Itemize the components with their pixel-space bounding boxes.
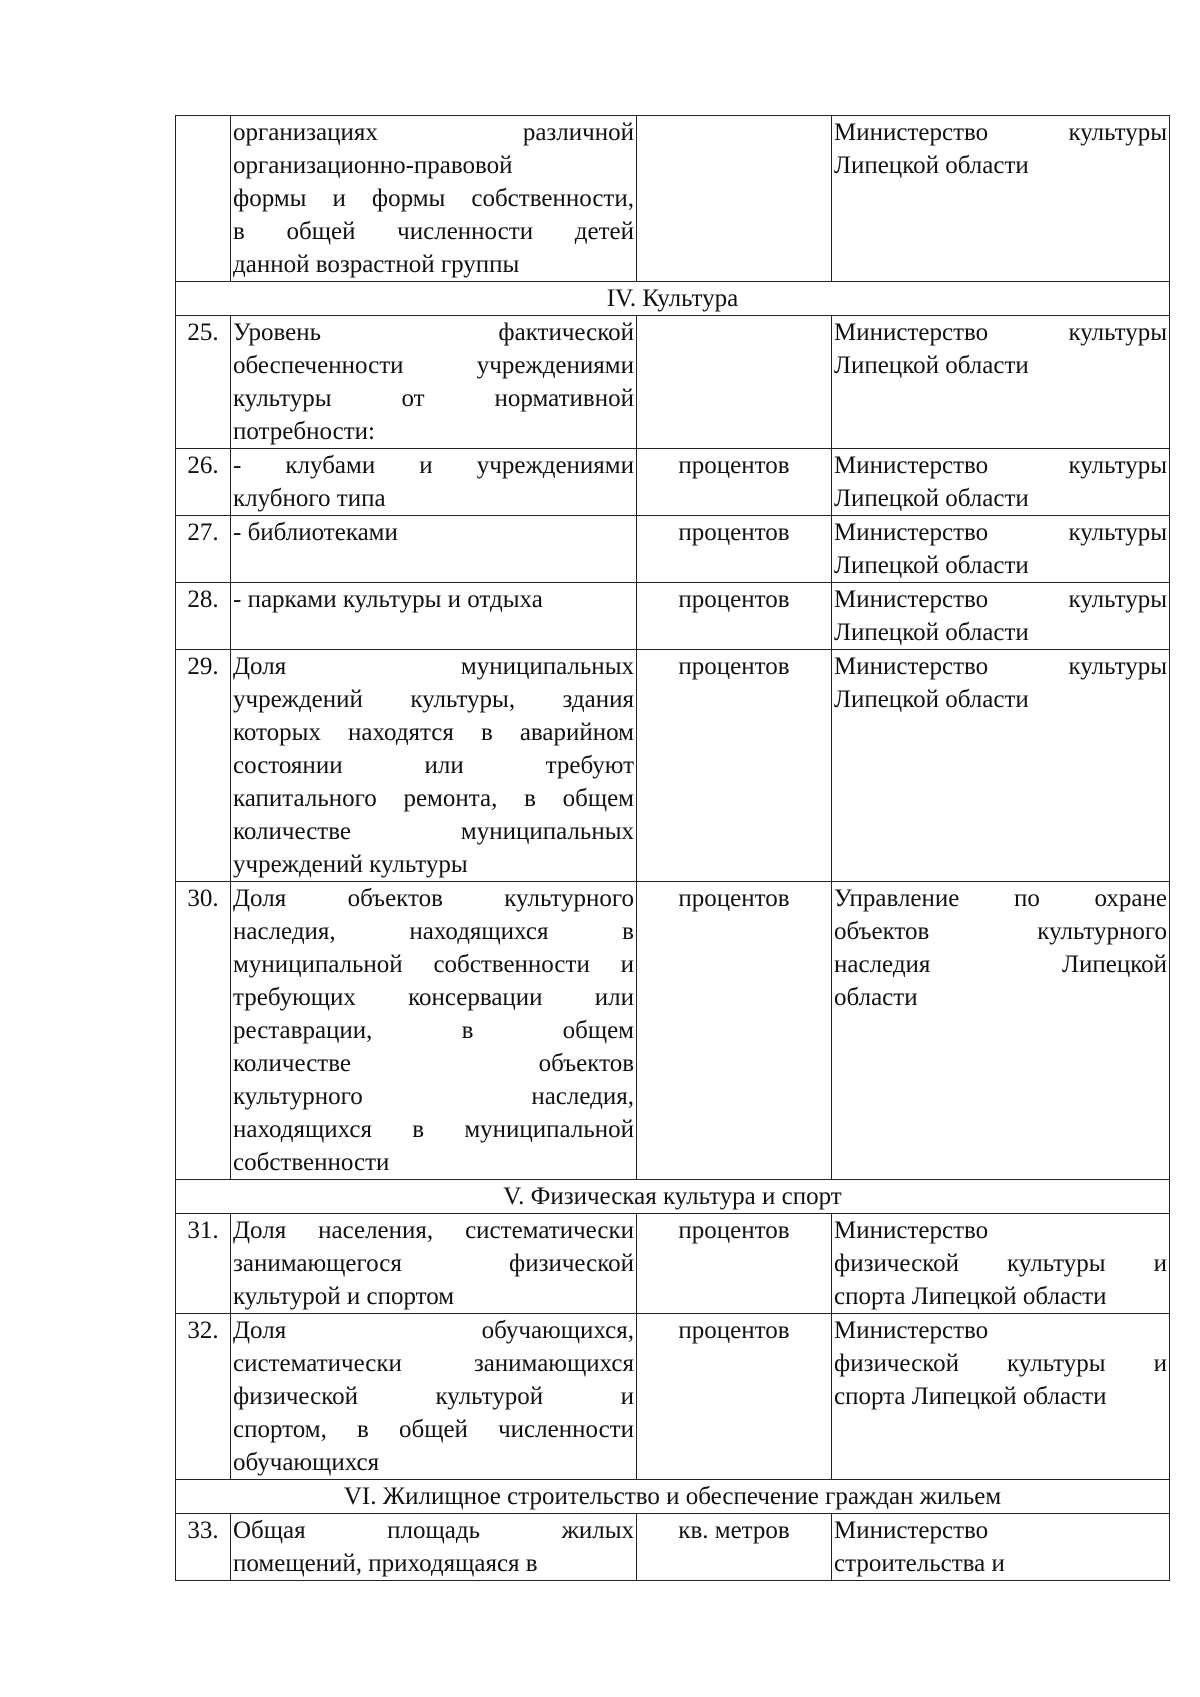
indicator-name-line: Доля муниципальных [233,653,634,680]
responsible-body [832,583,1170,650]
row-number: 27. [176,516,231,583]
table-row [176,583,1170,650]
responsible-body-line: Липецкой области [834,619,1029,646]
indicator-name-line: количестве муниципальных [233,818,634,845]
row-number: 26. [176,449,231,516]
indicator-name-line: помещений, приходящаяся в [233,1550,538,1577]
indicator-name [231,1514,637,1581]
indicator-name-line: реставрации, в общем [233,1017,634,1044]
indicator-name-line: обучающихся [233,1449,380,1476]
indicator-name [231,449,637,516]
indicator-name-line: Уровень фактической [233,319,634,346]
indicator-name [231,650,637,882]
unit-of-measure: процентов [637,583,832,650]
section-title: VI. Жилищное строительство и обеспечение граждан жильем [176,1480,1170,1514]
responsible-body [832,1514,1170,1581]
indicator-name-line: наследия, находящихся в [233,918,634,945]
responsible-body-line: Министерство культуры [834,519,1167,546]
indicator-name-line: Доля населения, систематически [233,1217,634,1244]
indicator-name-line: количестве объектов [233,1050,634,1077]
responsible-body-line: области [834,984,918,1011]
indicator-name-line: муниципальной собственности и [233,951,634,978]
responsible-body-line: Липецкой области [834,485,1029,512]
responsible-body [832,1314,1170,1480]
indicator-name-line: - библиотеками [233,519,398,546]
unit-of-measure: процентов [637,1314,832,1480]
indicators-table-body [176,116,1170,1581]
indicator-name-line: Общая площадь жилых [233,1517,634,1544]
responsible-body-line: спорта Липецкой области [834,1283,1107,1310]
table-row [176,650,1170,882]
indicator-name-line: занимающегося физической [233,1250,634,1277]
indicator-name [231,1214,637,1314]
indicator-name-line: культурой и спортом [233,1283,455,1310]
indicator-name [231,1314,637,1480]
indicator-name-line: формы и формы собственности, [233,185,634,212]
section-title: V. Физическая культура и спорт [176,1180,1170,1214]
row-number: 31. [176,1214,231,1314]
responsible-body [832,116,1170,282]
indicator-name-line: в общей численности детей [233,218,634,245]
table-row [176,116,1170,282]
responsible-body-line: Министерство культуры [834,586,1167,613]
indicator-name-line: состоянии или требуют [233,752,634,779]
indicator-name-line: учреждений культуры [233,851,468,878]
unit-of-measure [637,116,832,282]
responsible-body [832,516,1170,583]
row-number: 29. [176,650,231,882]
indicator-name-line: систематически занимающихся [233,1350,634,1377]
indicator-name-line: обеспеченности учреждениями [233,352,634,379]
section-title: IV. Культура [176,282,1170,316]
unit-of-measure: кв. метров [637,1514,832,1581]
responsible-body-line: Министерство [834,1317,989,1344]
row-number: 28. [176,583,231,650]
unit-of-measure: процентов [637,1214,832,1314]
indicator-name-line: Доля обучающихся, [233,1317,634,1344]
responsible-body-line: физической культуры и [834,1350,1167,1377]
indicator-name [231,316,637,449]
responsible-body-line: Управление по охране [834,885,1167,912]
indicator-name-line: данной возрастной группы [233,251,520,278]
indicator-name-line: капитального ремонта, в общем [233,785,634,812]
responsible-body-line: Министерство культуры [834,452,1167,479]
table-row [176,316,1170,449]
indicator-name [231,116,637,282]
responsible-body-line: Министерство [834,1217,989,1244]
table-row [176,1314,1170,1480]
indicator-name [231,882,637,1180]
responsible-body-line: Министерство культуры [834,653,1167,680]
section-row [176,1480,1170,1514]
indicator-name-line: организационно-правовой [233,152,513,179]
table-row [176,882,1170,1180]
responsible-body [832,316,1170,449]
row-number [176,116,231,282]
indicator-name-line: культуры от нормативной [233,385,634,412]
indicator-name-line: физической культурой и [233,1383,634,1410]
responsible-body-line: Министерство культуры [834,319,1167,346]
responsible-body [832,449,1170,516]
indicator-name-line: спортом, в общей численности [233,1416,634,1443]
unit-of-measure: процентов [637,516,832,583]
responsible-body-line: Липецкой области [834,552,1029,579]
section-row [176,282,1170,316]
indicator-name-line: - парками культуры и отдыха [233,586,543,613]
indicator-name-line: клубного типа [233,485,386,512]
responsible-body-line: Министерство культуры [834,119,1167,146]
table-row [176,1514,1170,1581]
responsible-body-line: Липецкой области [834,686,1029,713]
responsible-body-line: объектов культурного [834,918,1167,945]
unit-of-measure [637,316,832,449]
responsible-body [832,1214,1170,1314]
indicator-name-line: Доля объектов культурного [233,885,634,912]
row-number: 32. [176,1314,231,1480]
unit-of-measure: процентов [637,449,832,516]
indicators-table [175,115,1170,1581]
indicator-name-line: потребности: [233,418,375,445]
responsible-body [832,882,1170,1180]
indicator-name [231,516,637,583]
responsible-body-line: Липецкой области [834,352,1029,379]
unit-of-measure: процентов [637,650,832,882]
indicator-name-line: требующих консервации или [233,984,634,1011]
responsible-body-line: Липецкой области [834,152,1029,179]
table-row [176,1214,1170,1314]
indicator-name-line: находящихся в муниципальной [233,1116,634,1143]
responsible-body-line: Министерство [834,1517,989,1544]
indicator-name-line: культурного наследия, [233,1083,634,1110]
section-row [176,1180,1170,1214]
indicator-name-line: - клубами и учреждениями [233,452,634,479]
responsible-body [832,650,1170,882]
table-row [176,516,1170,583]
responsible-body-line: физической культуры и [834,1250,1167,1277]
indicator-name-line: которых находятся в аварийном [233,719,634,746]
responsible-body-line: спорта Липецкой области [834,1383,1107,1410]
unit-of-measure: процентов [637,882,832,1180]
indicator-name-line: собственности [233,1149,390,1176]
indicator-name-line: учреждений культуры, здания [233,686,634,713]
table-row [176,449,1170,516]
row-number: 25. [176,316,231,449]
row-number: 30. [176,882,231,1180]
responsible-body-line: наследия Липецкой [834,951,1167,978]
responsible-body-line: строительства и [834,1550,1005,1577]
indicator-name [231,583,637,650]
row-number: 33. [176,1514,231,1581]
indicator-name-line: организациях различной [233,119,634,146]
